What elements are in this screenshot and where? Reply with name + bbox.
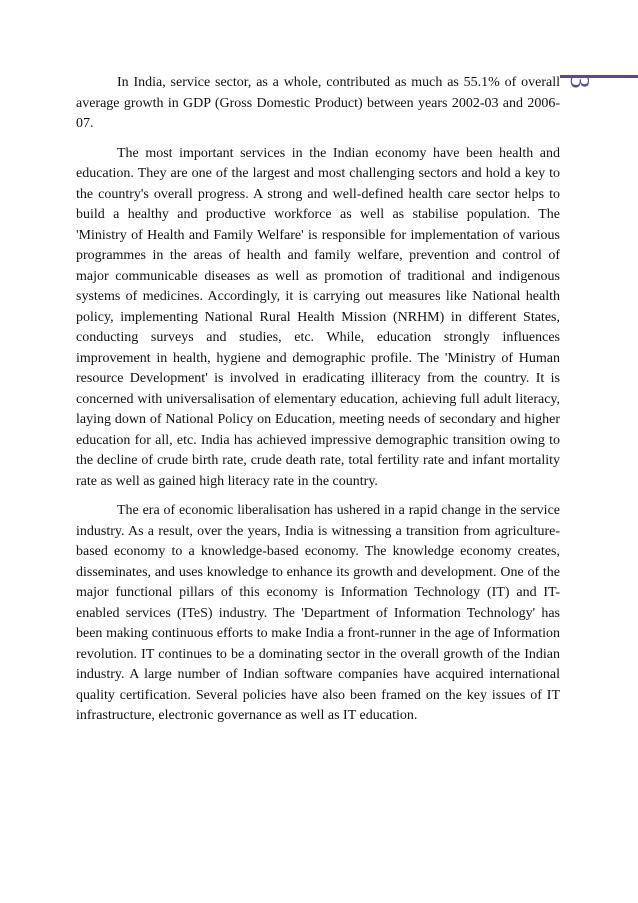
body-text bbox=[76, 73, 560, 736]
paragraph-liberalisation-it: The era of economic liberalisation has ushered in a rapid change in the service industry. As a result, over the years, India is witnessing a transition from agriculture-based economy to a knowledge-based economy. The knowledge economy creates, disseminates, and uses knowledge to enhance its growth and development. One of the major functional pillars of this economy is Information Technology (IT) and IT-enabled services (ITeS) industry. The 'Department of Information Technology' has been making continuous efforts to make India a front-runner in the age of Information revolution. IT continues to be a dominating sector in the overall growth of the Indian industry. A large number of Indian software companies have acquired international quality certification. Several policies have also been framed on the key issues of IT infrastructure, electronic governance as well as IT education. bbox=[76, 503, 560, 723]
paragraph-health-education: The most important services in the Indian economy have been health and education. They are one of the largest and most challenging sectors and hold a key to the country's overall progress. A strong and well-defined health care sector helps to build a healthy and productive workforce as well as stabilise population. The 'Ministry of Health and Family Welfare' is responsible for implementation of various programmes in the areas of health and family welfare, prevention and control of major communicable diseases as well as promotion of traditional and indigenous systems of medicines. Accordingly, it is carrying out measures like National health policy, implementing National Rural Health Mission (NRHM) in different States, conducting surveys and studies, etc. While, education strongly influences improvement in health, hygiene and demographic profile. The 'Ministry of Human resource Development' is involved in eradicating illiteracy from the country. It is concerned with universalisation of elementary education, achieving full adult literacy, laying down of National Policy on Education, meeting needs of secondary and higher education for all, etc. India has achieved impressive demographic transition owing to the decline of crude birth rate, crude death rate, total fertility rate and infant mortality rate as well as gained high literacy rate in the country. bbox=[76, 145, 560, 489]
page-number: 3 bbox=[565, 75, 595, 89]
paragraph-service-sector: In India, service sector, as a whole, contributed as much as 55.1% of overall average growth in GDP (Gross Domestic Product) between years 2002-03 and 2006-07. bbox=[76, 75, 560, 131]
